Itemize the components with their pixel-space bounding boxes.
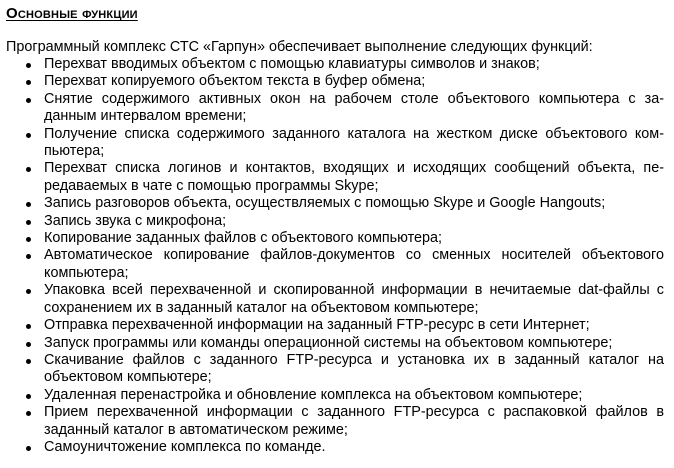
list-item: [6, 126, 668, 161]
list-item-text: Перехват вводимых объектом с помощью клавиатуры символов и знаков;: [44, 56, 540, 72]
bullet-icon: [26, 411, 31, 416]
bullet-icon: [26, 63, 31, 68]
bullet-icon: [26, 202, 31, 207]
bullet-icon: [26, 324, 31, 329]
bullet-icon: [26, 394, 31, 399]
bullet-icon: [26, 98, 31, 103]
bullet-icon: [26, 446, 31, 451]
intro-paragraph: Программный комплекс СТС «Гарпун» обеспечивает выполнение следующих функций:: [6, 39, 593, 55]
list-item-text: Упаковка всей перехваченной и скопированной информации в нечитаемые dat-файлы с сохранением их в заданный каталог на объектовом компьютере;: [44, 282, 664, 316]
list-item: [6, 387, 668, 404]
list-item-text: Снятие содержимого активных окон на рабочем столе объектового компьютера с за-данным интервалом времени;: [44, 90, 664, 125]
list-item: [6, 213, 668, 230]
list-item-text: Удаленная перенастройка и обновление комплекса на объектовом компьютере;: [44, 386, 583, 403]
bullet-icon: [26, 220, 31, 225]
list-item: [6, 56, 668, 73]
list-item: [6, 352, 668, 387]
list-item: [6, 230, 668, 247]
bullet-icon: [26, 342, 31, 347]
feature-list: [6, 56, 668, 456]
document: [6, 4, 668, 456]
list-item: [6, 404, 668, 439]
list-item-text: Самоуничтожение комплекса по команде.: [44, 438, 326, 455]
list-item-text: Запись звука с микрофона;: [44, 212, 227, 229]
list-item-text: Копирование заданных файлов с объектового компьютера;: [44, 230, 443, 247]
list-item: [6, 247, 668, 282]
bullet-icon: [26, 133, 31, 138]
list-item: [6, 317, 668, 334]
list-item-text: Перехват копируемого объектом текста в буфер обмена;: [44, 73, 426, 90]
bullet-icon: [26, 167, 31, 172]
list-item: [6, 160, 668, 195]
list-item-text: Автоматическое копирование файлов-документов со сменных носителей объектового компьютера;: [44, 247, 664, 281]
list-item: [6, 335, 668, 352]
section-heading: Основные функции: [6, 5, 138, 22]
list-item: [6, 439, 668, 456]
list-item: [6, 195, 668, 212]
list-item-text: Перехват списка логинов и контактов, входящих и исходящих сообщений объекта, пе-редаваемых в чате с помощью программы Skype;: [44, 160, 664, 194]
list-item-text: Скачивание файлов с заданного FTP-ресурса и установка их в заданный каталог на объектовом компьютере;: [44, 351, 664, 386]
list-item-text: Получение списка содержимого заданного каталога на жестком диске объектового ком-пьютера;: [44, 125, 664, 160]
list-item-text: Запуск программы или команды операционной системы на объектовом компьютере;: [44, 334, 613, 351]
bullet-icon: [26, 237, 31, 242]
list-item: [6, 91, 668, 126]
list-item-text: Запись разговоров объекта, осуществляемых с помощью Skype и Google Hangouts;: [44, 195, 606, 212]
list-item-text: Прием перехваченной информации с заданного FTP-ресурса с распаковкой файлов в заданный каталог в автоматическом режиме;: [44, 404, 664, 438]
bullet-icon: [26, 289, 31, 294]
list-item: [6, 73, 668, 90]
bullet-icon: [26, 359, 31, 364]
bullet-icon: [26, 80, 31, 85]
list-item-text: Отправка перехваченной информации на заданный FTP-ресурс в сети Интернет;: [44, 317, 590, 334]
bullet-icon: [26, 254, 31, 259]
list-item: [6, 282, 668, 317]
